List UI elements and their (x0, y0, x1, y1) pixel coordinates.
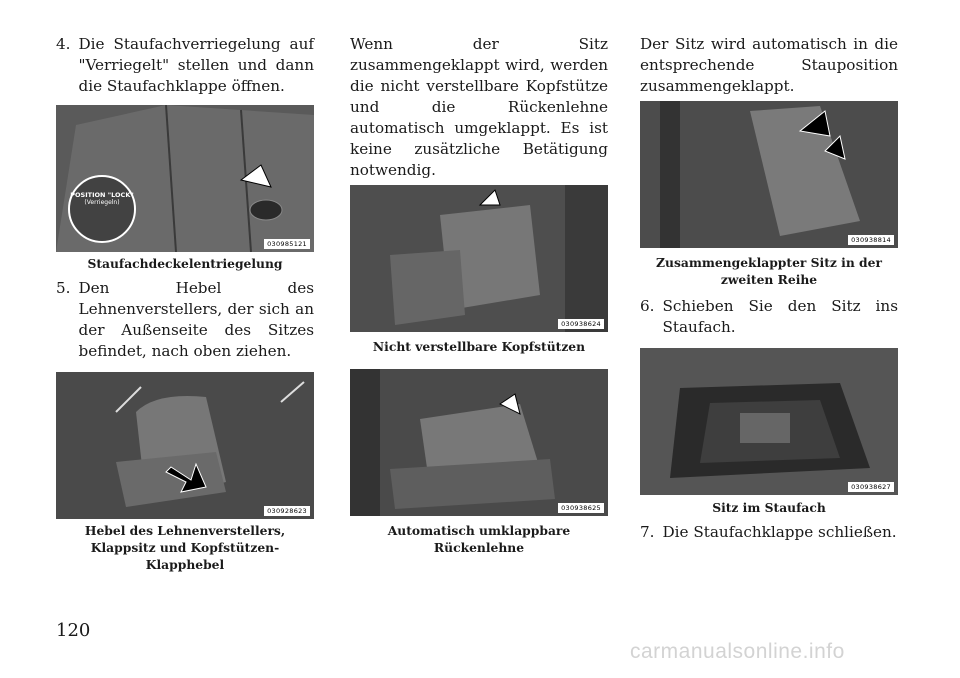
badge-line-1: POSITION "LOCK" (70, 191, 134, 199)
figure-storage-lid-release (56, 105, 314, 252)
step-7-number: 7. (640, 523, 655, 541)
figure-folded-second-row (640, 101, 898, 248)
figure-fixed-headrests (350, 185, 608, 332)
lock-position-badge (68, 175, 136, 243)
step-7 (640, 522, 898, 543)
step-5-number: 5. (56, 279, 71, 297)
figure-code: 030928623 (264, 506, 310, 516)
paragraph-stow-position: Der Sitz wird automatisch in die entsprechende Stauposition zusammengeklappt. (640, 35, 898, 95)
watermark: carmanualsonline.info (630, 640, 845, 663)
figure-seat-in-bin (640, 348, 898, 495)
figure-caption: Staufachdeckelentriegelung (87, 256, 283, 271)
step-5 (56, 278, 314, 362)
backrest-illustration (350, 369, 608, 516)
paragraph-fold-description: Wenn der Sitz zusammengeklappt wird, werden die nicht verstellbare Kopfstütze und die Rückenlehne automatisch umgeklappt. Es ist keine zusätzliche Betätigung notwendig. (350, 35, 608, 179)
step-4 (56, 34, 314, 97)
step-7-text: Die Staufachklappe schließen. (662, 523, 897, 541)
step-6 (640, 296, 898, 338)
figure-code: 030985121 (264, 239, 310, 249)
step-4-text: Die Staufachverriegelung auf "Verriegelt" stellen und dann die Staufachklappe öffnen. (78, 35, 314, 95)
headrests-illustration (350, 185, 608, 332)
figure-caption: Hebel des Lehnenverstellers, Klappsitz und Kopfstützen-Klapphebel (84, 523, 286, 572)
step-5-text: Den Hebel des Lehnenverstellers, der sich an der Außenseite des Sitzes befindet, nach oben ziehen. (78, 279, 314, 360)
figure-caption: Sitz im Staufach (712, 500, 826, 515)
figure-code: 030938814 (848, 235, 894, 245)
column-middle (350, 34, 608, 556)
seat-in-bin-illustration (640, 348, 898, 495)
column-left (56, 34, 314, 573)
step-6-number: 6. (640, 297, 655, 315)
figure-caption: Nicht verstellbare Kopfstützen (372, 339, 586, 354)
column-right (640, 34, 898, 543)
figure-auto-fold-backrest (350, 369, 608, 516)
figure-code: 030938625 (558, 503, 604, 513)
seat-lever-illustration (56, 372, 314, 519)
step-4-number: 4. (56, 35, 71, 53)
figure-recliner-lever (56, 372, 314, 519)
figure-code: 030938624 (558, 319, 604, 329)
figure-code: 030938627 (848, 482, 894, 492)
figure-caption: Zusammengeklappter Sitz in der zweiten Reihe (656, 255, 882, 287)
folded-seat-illustration (640, 101, 898, 248)
badge-line-2: (Verriegeln) (84, 199, 120, 206)
page-number: 120 (56, 620, 91, 641)
step-6-text: Schieben Sie den Sitz ins Staufach. (662, 297, 898, 336)
figure-caption: Automatisch umklappbare Rückenlehne (387, 523, 571, 555)
